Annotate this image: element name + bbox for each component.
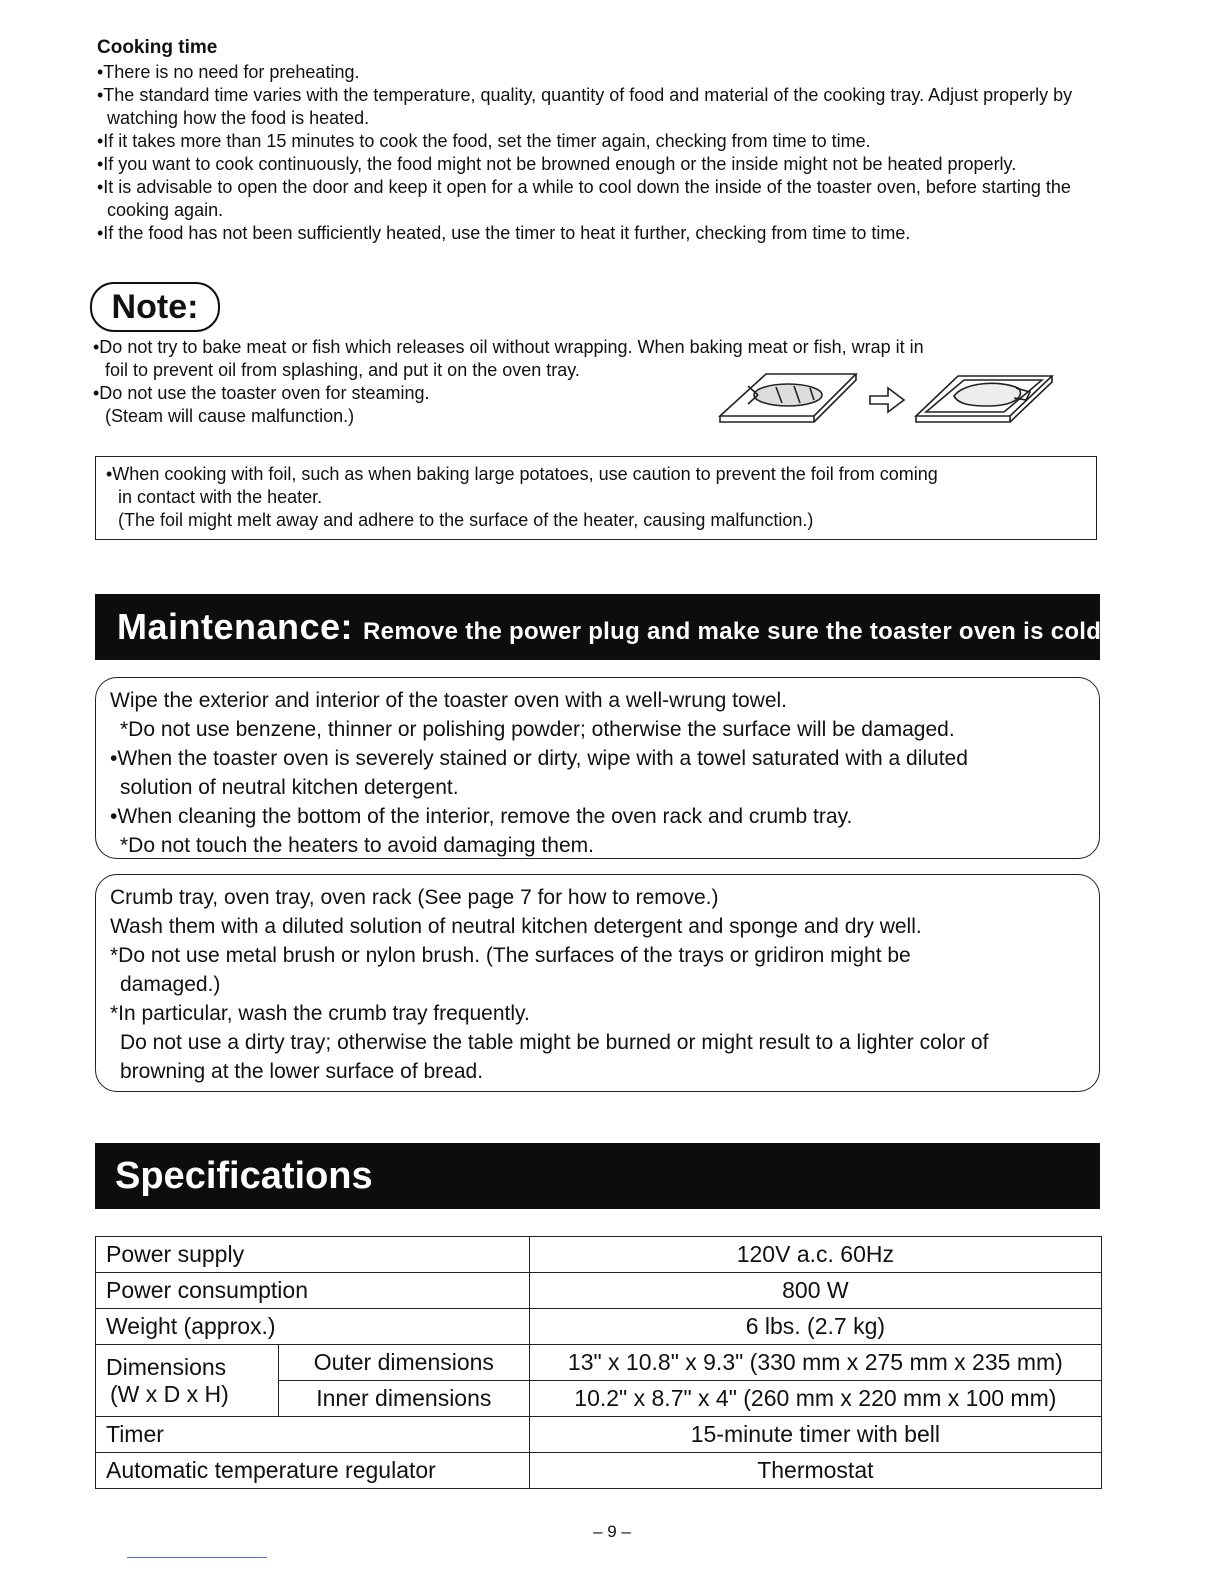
warning-line: (The foil might melt away and adhere to the surface of the heater, causing malfunction.) xyxy=(118,510,814,530)
page-number: – 9 – xyxy=(593,1522,631,1541)
spec-label-dimensions xyxy=(96,1345,279,1417)
table-row xyxy=(96,1453,1102,1489)
spec-label: Power consumption xyxy=(96,1273,530,1309)
list-item: •There is no need for preheating. xyxy=(97,62,360,82)
note-line: •Do not use the toaster oven for steaming. xyxy=(93,383,430,403)
fish-on-tray-icon xyxy=(720,374,856,422)
wrapped-food-on-tray-icon xyxy=(916,376,1052,422)
instruction-line: •When cleaning the bottom of the interior, remove the oven rack and crumb tray. xyxy=(110,805,853,828)
instruction-line: damaged.) xyxy=(120,973,221,996)
spec-label: Weight (approx.) xyxy=(96,1309,530,1345)
spec-sublabel: Inner dimensions xyxy=(278,1381,529,1417)
instruction-line: *Do not touch the heaters to avoid damaging them. xyxy=(120,834,594,857)
spec-label: Automatic temperature regulator xyxy=(96,1453,530,1489)
instruction-line: *In particular, wash the crumb tray frequently. xyxy=(110,1002,530,1025)
spec-value: 6 lbs. (2.7 kg) xyxy=(529,1309,1101,1345)
table-row xyxy=(96,1273,1102,1309)
instruction-line: *Do not use benzene, thinner or polishing powder; otherwise the surface will be damaged. xyxy=(120,718,955,741)
instruction-line: browning at the lower surface of bread. xyxy=(120,1060,484,1083)
list-item: •If the food has not been sufficiently heated, use the timer to heat it further, checking from time to time. xyxy=(97,223,911,243)
instruction-line: •When the toaster oven is severely stained or dirty, wipe with a towel saturated with a diluted xyxy=(110,747,968,770)
spec-label: Timer xyxy=(96,1417,530,1453)
table-row xyxy=(96,1345,1102,1381)
cleaning-instructions-box xyxy=(95,677,1100,859)
spec-value: 10.2" x 8.7" x 4" (260 mm x 220 mm x 100 mm) xyxy=(529,1381,1101,1417)
dimensions-label-unit: (W x D x H) xyxy=(110,1380,229,1407)
warning-line: •When cooking with foil, such as when baking large potatoes, use caution to prevent the foil from coming xyxy=(106,464,938,484)
instruction-line: solution of neutral kitchen detergent. xyxy=(120,776,459,799)
foil-wrapping-illustration xyxy=(718,366,1058,438)
table-row xyxy=(96,1309,1102,1345)
decorative-rule xyxy=(127,1557,267,1558)
specifications-table xyxy=(95,1236,1102,1489)
maintenance-title: Maintenance: xyxy=(117,606,354,647)
instruction-line: *Do not use metal brush or nylon brush. (The surfaces of the trays or gridiron might be xyxy=(110,944,911,967)
spec-value: 15-minute timer with bell xyxy=(529,1417,1101,1453)
spec-value: 800 W xyxy=(529,1273,1101,1309)
cooking-time-heading: Cooking time xyxy=(97,37,218,58)
spec-value: 120V a.c. 60Hz xyxy=(529,1237,1101,1273)
note-line: foil to prevent oil from splashing, and put it on the oven tray. xyxy=(105,360,580,380)
spec-value: 13" x 10.8" x 9.3" (330 mm x 275 mm x 235 mm) xyxy=(529,1345,1101,1381)
list-item: •If you want to cook continuously, the food might not be browned enough or the inside might not be heated properly. xyxy=(97,154,1017,174)
specifications-banner: Specifications xyxy=(95,1143,1100,1209)
table-row xyxy=(96,1237,1102,1273)
arrow-right-icon xyxy=(870,388,904,412)
tray-cleaning-box xyxy=(95,874,1100,1092)
cooking-time-list xyxy=(97,61,1107,245)
instruction-line: Crumb tray, oven tray, oven rack (See page 7 for how to remove.) xyxy=(110,886,719,909)
table-row xyxy=(96,1417,1102,1453)
instruction-line: Do not use a dirty tray; otherwise the table might be burned or might result to a lighter color of xyxy=(120,1031,989,1054)
list-item: •It is advisable to open the door and keep it open for a while to cool down the inside of the toaster oven, before starting the cooking again. xyxy=(97,177,1071,220)
note-line: (Steam will cause malfunction.) xyxy=(105,406,355,426)
foil-warning-box xyxy=(95,456,1097,540)
warning-line: in contact with the heater. xyxy=(118,487,323,507)
maintenance-subtitle: Remove the power plug and make sure the toaster oven is cold. xyxy=(363,618,1109,645)
instruction-line: Wipe the exterior and interior of the toaster oven with a well-wrung towel. xyxy=(110,689,787,712)
spec-sublabel: Outer dimensions xyxy=(278,1345,529,1381)
note-line: •Do not try to bake meat or fish which releases oil without wrapping. When baking meat or fish, wrap it in xyxy=(93,337,924,357)
spec-value: Thermostat xyxy=(529,1453,1101,1489)
dimensions-label: Dimensions xyxy=(106,1353,227,1380)
list-item: •If it takes more than 15 minutes to cook the food, set the timer again, checking from time to time. xyxy=(97,131,871,151)
note-badge: Note: xyxy=(90,282,220,332)
list-item: •The standard time varies with the temperature, quality, quantity of food and material of the cooking tray. Adjust properly by watching how the food is heated. xyxy=(97,85,1073,128)
spec-label: Power supply xyxy=(96,1237,530,1273)
maintenance-banner xyxy=(95,594,1109,660)
instruction-line: Wash them with a diluted solution of neutral kitchen detergent and sponge and dry well. xyxy=(110,915,922,938)
